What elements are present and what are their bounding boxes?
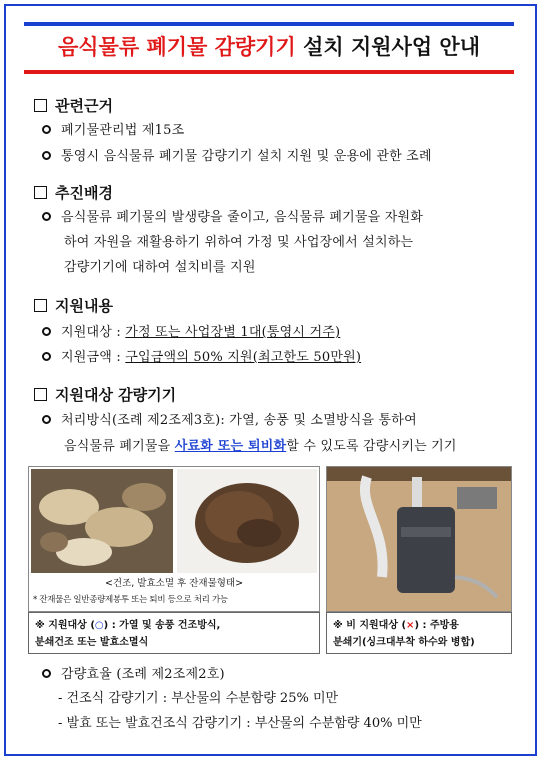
basis-item-1: 폐기물관리법 제15조 (42, 120, 184, 142)
disposer-photo-panel (326, 466, 512, 612)
section-devices-heading: 지원대상 감량기기 (34, 385, 176, 405)
background-line-3: 감량기기에 대하여 설치비를 지원 (64, 260, 256, 275)
page-title (24, 30, 514, 64)
ineligible-line-1: ※ 비 지원대상 (×) : 주방용 (333, 620, 459, 631)
residue-photos (29, 467, 319, 575)
efficiency-ferment: - 발효 또는 발효건조식 감량기기 : 부산물의 수분함량 40% 미만 (58, 716, 422, 731)
ineligible-note-cell (326, 612, 512, 654)
background-line-1: 음식물류 폐기물의 발생량을 줄이고, 음식물류 폐기물을 자원화 (42, 207, 423, 229)
title-rule-red (24, 70, 514, 74)
support-amount: 지원금액 : 구입금액의 50% 지원(최고한도 50만원) (42, 347, 361, 369)
support-target: 지원대상 : 가정 또는 사업장별 1대(통영시 거주) (42, 322, 340, 344)
checkbox-square-icon (34, 186, 47, 199)
section-background-heading: 추진배경 (34, 183, 113, 203)
circle-bullet-icon (42, 327, 51, 336)
section-support-heading: 지원내용 (34, 296, 113, 316)
checkbox-square-icon (34, 388, 47, 401)
eligible-line-2: 분쇄건조 또는 발효소멸식 (35, 637, 149, 648)
devices-method-line-2: 음식물류 폐기물을 사료화 또는 퇴비화할 수 있도록 감량시키는 기기 (64, 439, 457, 454)
eligible-line-1: ※ 지원대상 (○) : 가열 및 송풍 건조방식, (35, 620, 221, 631)
circle-bullet-icon (42, 352, 51, 361)
title-red-part: 음식물류 폐기물 감량기기 (57, 35, 296, 59)
background-line-2: 하여 자원을 재활용하기 위하여 가정 및 사업장에서 설치하는 (64, 235, 414, 250)
eligible-note-cell (28, 612, 320, 654)
ineligible-x-mark: × (406, 620, 415, 631)
efficiency-heading: 감량효율 (조례 제2조제2호) (42, 664, 225, 686)
photo-note: * 잔재물은 일반종량제봉투 또는 퇴비 등으로 처리 가능 (33, 595, 228, 605)
circle-bullet-icon (42, 125, 51, 134)
checkbox-square-icon (34, 299, 47, 312)
eligible-circle-mark: ○ (94, 620, 104, 631)
title-banner (24, 22, 514, 74)
devices-method-line-1: 처리방식(조례 제2조제3호): 가열, 송풍 및 소멸방식을 통하여 (42, 410, 417, 432)
circle-bullet-icon (42, 415, 51, 424)
checkbox-square-icon (34, 99, 47, 112)
efficiency-dry: - 건조식 감량기기 : 부산물의 수분함량 25% 미만 (58, 691, 339, 706)
circle-bullet-icon (42, 212, 51, 221)
title-rule-blue (24, 22, 514, 26)
photo-caption: <건조, 발효소멸 후 잔재물형태> (104, 578, 244, 589)
basis-item-2: 통영시 음식물류 폐기물 감량기기 설치 지원 및 운용에 관한 조례 (42, 146, 432, 168)
circle-bullet-icon (42, 669, 51, 678)
sink-disposer-photo (327, 467, 511, 611)
section-basis-heading: 관련근거 (34, 96, 113, 116)
title-black-part: 설치 지원사업 안내 (303, 35, 480, 59)
circle-bullet-icon (42, 151, 51, 160)
residue-photos-panel (28, 466, 320, 612)
ineligible-line-2: 분쇄기(싱크대부착 하수와 병합) (333, 637, 475, 648)
